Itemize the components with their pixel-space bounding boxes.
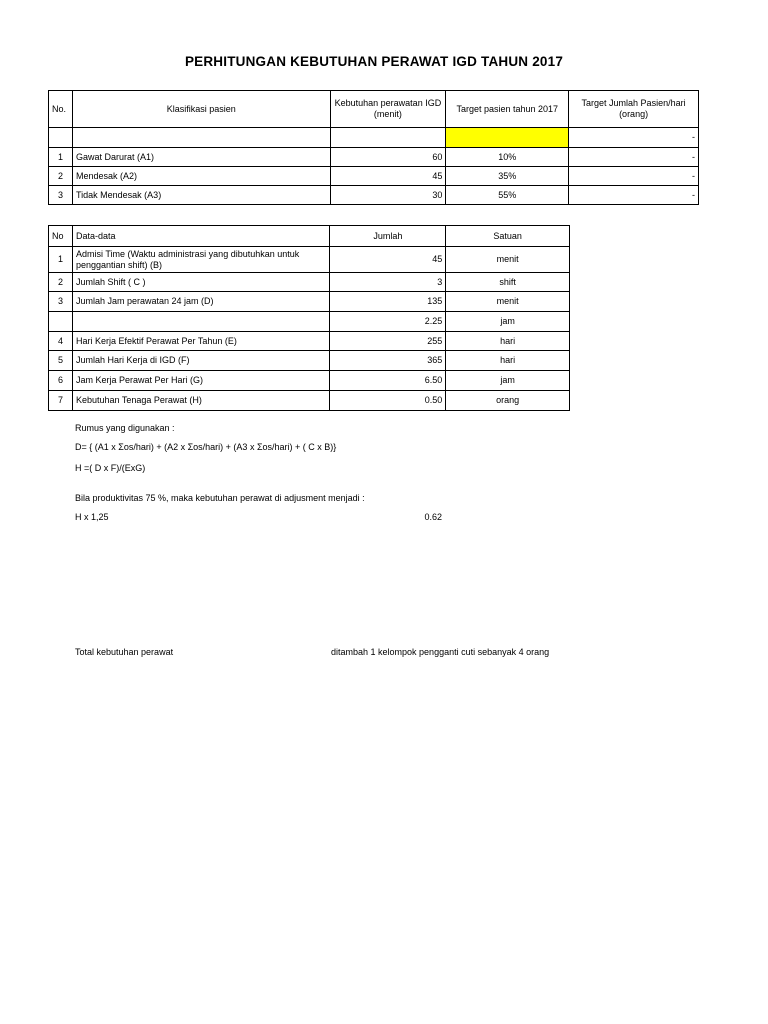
cell-satuan: shift [446, 273, 570, 292]
cell-kebutuhan: 30 [330, 186, 446, 205]
cell-empty [72, 128, 330, 148]
table-row-blank [49, 128, 699, 148]
cell-empty [330, 128, 446, 148]
cell-satuan: jam [446, 371, 570, 391]
cell-empty [49, 128, 73, 148]
table-row [49, 148, 699, 167]
cell-klasifikasi: Gawat Darurat (A1) [72, 148, 330, 167]
cell-data: Jumlah Hari Kerja di IGD (F) [72, 351, 329, 371]
cell-no: 2 [49, 273, 73, 292]
cell-data: Jam Kerja Perawat Per Hari (G) [72, 371, 329, 391]
page-title: PERHITUNGAN KEBUTUHAN PERAWAT IGD TAHUN 2017 [184, 54, 564, 69]
cell-satuan: menit [446, 292, 570, 312]
h-adjust-value: 0.62 [424, 512, 442, 522]
table-header-row [49, 91, 699, 128]
cell-no: 4 [49, 332, 73, 351]
cell-jumlah: 135 [330, 292, 446, 312]
table-row [49, 167, 699, 186]
cell-jumlah: 0.50 [330, 391, 446, 411]
table-row [49, 332, 570, 351]
cell-data: Jumlah Jam perawatan 24 jam (D) [72, 292, 329, 312]
patient-classification-table [48, 90, 699, 205]
header-no: No [49, 226, 73, 247]
total-label: Total kebutuhan perawat [75, 647, 174, 657]
header-jumlah: Jumlah [330, 226, 446, 247]
header-target: Target pasien tahun 2017 [446, 91, 569, 128]
table-row [49, 247, 570, 273]
table-row [49, 186, 699, 205]
cell-jumlah: 365 [330, 351, 446, 371]
cell-no: 2 [49, 167, 73, 186]
cell-no: 1 [49, 148, 73, 167]
table-row [49, 292, 570, 312]
cell-target: 10% [446, 148, 569, 167]
table-row [49, 351, 570, 371]
header-data: Data-data [72, 226, 329, 247]
table-row [49, 273, 570, 292]
cell-jumlah: 255 [330, 332, 446, 351]
cell-data [72, 312, 329, 332]
cell-jumlah: - [569, 186, 699, 205]
table-row [49, 312, 570, 332]
header-kebutuhan: Kebutuhan perawatan IGD (menit) [330, 91, 446, 128]
cell-no [49, 312, 73, 332]
cell-kebutuhan: 45 [330, 167, 446, 186]
cell-no: 3 [49, 292, 73, 312]
cell-data: Kebutuhan Tenaga Perawat (H) [72, 391, 329, 411]
formula-h: H =( D x F)/(ExG) [75, 463, 146, 473]
cell-target: 35% [446, 167, 569, 186]
cell-no: 1 [49, 247, 73, 273]
cell-satuan: hari [446, 351, 570, 371]
cell-satuan: menit [446, 247, 570, 273]
cell-klasifikasi: Mendesak (A2) [72, 167, 330, 186]
table-row [49, 391, 570, 411]
table-row [49, 371, 570, 391]
cell-jumlah: - [569, 148, 699, 167]
h-adjust-label: H x 1,25 [75, 512, 109, 522]
cell-highlight [446, 128, 569, 148]
cell-jumlah: 6.50 [330, 371, 446, 391]
header-jumlah: Target Jumlah Pasien/hari (orang) [569, 91, 699, 128]
cell-jumlah: - [569, 167, 699, 186]
formula-label: Rumus yang digunakan : [75, 423, 175, 433]
data-table [48, 225, 570, 411]
formula-d: D= { (A1 x Σos/hari) + (A2 x Σos/hari) + (A3 x Σos/hari) + ( C x B)} [75, 442, 337, 452]
cell-jumlah: 3 [330, 273, 446, 292]
cell-klasifikasi: Tidak Mendesak (A3) [72, 186, 330, 205]
cell-target: 55% [446, 186, 569, 205]
cell-satuan: jam [446, 312, 570, 332]
cell-data: Hari Kerja Efektif Perawat Per Tahun (E) [72, 332, 329, 351]
header-satuan: Satuan [446, 226, 570, 247]
productivity-note: Bila produktivitas 75 %, maka kebutuhan perawat di adjusment menjadi : [75, 493, 365, 503]
header-no: No. [49, 91, 73, 128]
cell-satuan: orang [446, 391, 570, 411]
cell-data: Jumlah Shift ( C ) [72, 273, 329, 292]
cell-no: 7 [49, 391, 73, 411]
header-klasifikasi: Klasifikasi pasien [72, 91, 330, 128]
cell-no: 5 [49, 351, 73, 371]
cell-jumlah: 2.25 [330, 312, 446, 332]
cell-no: 6 [49, 371, 73, 391]
cell-kebutuhan: 60 [330, 148, 446, 167]
total-note: ditambah 1 kelompok pengganti cuti sebanyak 4 orang [331, 647, 550, 657]
cell-jumlah: - [569, 128, 699, 148]
table-header-row [49, 226, 570, 247]
cell-no: 3 [49, 186, 73, 205]
cell-satuan: hari [446, 332, 570, 351]
cell-jumlah: 45 [330, 247, 446, 273]
cell-data: Admisi Time (Waktu administrasi yang dibutuhkan untuk penggantian shift) (B) [72, 247, 329, 273]
